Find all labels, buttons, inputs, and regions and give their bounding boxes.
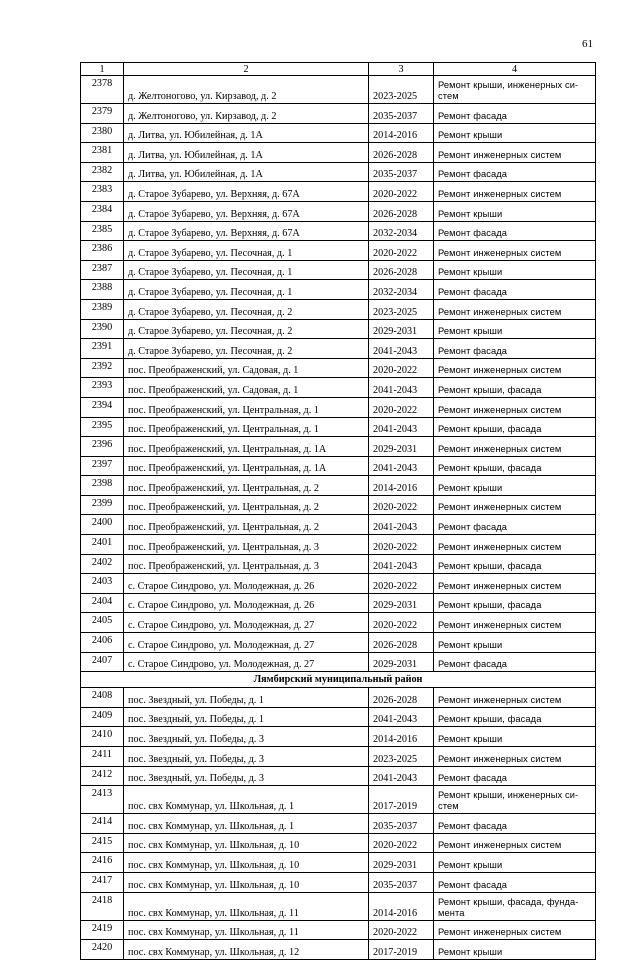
- row-period: 2023-2025: [369, 747, 434, 767]
- row-work-type: Ремонт фасада: [434, 162, 596, 182]
- row-address: д. Литва, ул. Юбилейная, д. 1А: [124, 162, 369, 182]
- row-number: 2380: [81, 123, 124, 143]
- table-row: [81, 162, 596, 182]
- row-period: 2026-2028: [369, 633, 434, 653]
- row-address: пос. Преображенский, ул. Центральная, д. 2: [124, 515, 369, 535]
- row-address: пос. Преображенский, ул. Центральная, д. 3: [124, 554, 369, 574]
- table-row: [81, 593, 596, 613]
- row-address: д. Старое Зубарево, ул. Песочная, д. 1: [124, 241, 369, 261]
- row-work-type: Ремонт инженерных систем: [434, 747, 596, 767]
- row-period: 2014-2016: [369, 892, 434, 920]
- row-period: 2014-2016: [369, 476, 434, 496]
- row-work-type: Ремонт крыши: [434, 319, 596, 339]
- row-number: 2420: [81, 940, 124, 960]
- row-address: пос. свх Коммунар, ул. Школьная, д. 11: [124, 920, 369, 940]
- row-work-type: Ремонт крыши, инженерных си-стем: [434, 76, 596, 104]
- table-row: [81, 920, 596, 940]
- row-number: 2392: [81, 358, 124, 378]
- row-period: 2020-2022: [369, 397, 434, 417]
- row-period: 2020-2022: [369, 241, 434, 261]
- row-period: 2020-2022: [369, 182, 434, 202]
- row-number: 2396: [81, 437, 124, 457]
- row-number: 2404: [81, 593, 124, 613]
- table-row: [81, 613, 596, 633]
- row-period: 2041-2043: [369, 515, 434, 535]
- table-row: [81, 456, 596, 476]
- row-number: 2419: [81, 920, 124, 940]
- table-row: [81, 339, 596, 359]
- table-row: [81, 574, 596, 594]
- row-work-type: Ремонт инженерных систем: [434, 495, 596, 515]
- table-row: [81, 241, 596, 261]
- table-row: [81, 280, 596, 300]
- row-address: д. Старое Зубарево, ул. Верхняя, д. 67А: [124, 201, 369, 221]
- row-period: 2020-2022: [369, 358, 434, 378]
- row-number: 2400: [81, 515, 124, 535]
- row-address: д. Старое Зубарево, ул. Верхняя, д. 67А: [124, 221, 369, 241]
- row-period: 2041-2043: [369, 707, 434, 727]
- row-period: 2026-2028: [369, 143, 434, 163]
- header-cell-address: 2: [124, 63, 369, 76]
- row-period: 2023-2025: [369, 299, 434, 319]
- row-number: 2415: [81, 833, 124, 853]
- row-number: 2409: [81, 707, 124, 727]
- page-number: 61: [582, 38, 593, 50]
- row-number: 2402: [81, 554, 124, 574]
- row-work-type: Ремонт инженерных систем: [434, 688, 596, 708]
- table-row: [81, 76, 596, 104]
- row-work-type: Ремонт фасада: [434, 652, 596, 672]
- row-work-type: Ремонт крыши: [434, 260, 596, 280]
- row-number: 2390: [81, 319, 124, 339]
- row-period: 2026-2028: [369, 688, 434, 708]
- row-address: пос. Преображенский, ул. Центральная, д. 1А: [124, 456, 369, 476]
- table-row: [81, 260, 596, 280]
- row-work-type: Ремонт инженерных систем: [434, 143, 596, 163]
- row-number: 2407: [81, 652, 124, 672]
- row-work-type: Ремонт крыши, инженерных си-стем: [434, 786, 596, 814]
- row-period: 2020-2022: [369, 574, 434, 594]
- row-number: 2408: [81, 688, 124, 708]
- row-period: 2026-2028: [369, 260, 434, 280]
- row-number: 2401: [81, 535, 124, 555]
- table-row: [81, 853, 596, 873]
- row-number: 2379: [81, 104, 124, 124]
- row-number: 2384: [81, 201, 124, 221]
- row-address: с. Старое Синдрово, ул. Молодежная, д. 26: [124, 574, 369, 594]
- row-address: пос. Звездный, ул. Победы, д. 3: [124, 747, 369, 767]
- table-row: [81, 201, 596, 221]
- row-period: 2020-2022: [369, 495, 434, 515]
- section-title: Лямбирский муниципальный район: [81, 672, 596, 688]
- row-address: с. Старое Синдрово, ул. Молодежная, д. 27: [124, 613, 369, 633]
- row-work-type: Ремонт инженерных систем: [434, 182, 596, 202]
- row-period: 2020-2022: [369, 920, 434, 940]
- row-address: д. Старое Зубарево, ул. Песочная, д. 2: [124, 299, 369, 319]
- row-address: пос. Преображенский, ул. Садовая, д. 1: [124, 358, 369, 378]
- row-number: 2388: [81, 280, 124, 300]
- row-period: 2041-2043: [369, 417, 434, 437]
- row-work-type: Ремонт фасада: [434, 766, 596, 786]
- row-work-type: Ремонт крыши, фасада: [434, 554, 596, 574]
- row-number: 2398: [81, 476, 124, 496]
- table-row: [81, 707, 596, 727]
- section-row: [81, 672, 596, 688]
- table-row: [81, 397, 596, 417]
- row-period: 2032-2034: [369, 280, 434, 300]
- row-number: 2389: [81, 299, 124, 319]
- row-number: 2403: [81, 574, 124, 594]
- row-number: 2395: [81, 417, 124, 437]
- table-body: [81, 63, 596, 960]
- row-period: 2041-2043: [369, 554, 434, 574]
- table-row: [81, 688, 596, 708]
- row-number: 2397: [81, 456, 124, 476]
- row-work-type: Ремонт крыши, фасада: [434, 593, 596, 613]
- table-row: [81, 437, 596, 457]
- row-address: д. Старое Зубарево, ул. Песочная, д. 2: [124, 319, 369, 339]
- table-row: [81, 299, 596, 319]
- row-work-type: Ремонт инженерных систем: [434, 535, 596, 555]
- row-work-type: Ремонт крыши: [434, 476, 596, 496]
- row-number: 2387: [81, 260, 124, 280]
- row-address: д. Старое Зубарево, ул. Песочная, д. 1: [124, 260, 369, 280]
- table-row: [81, 378, 596, 398]
- table-row: [81, 814, 596, 834]
- row-work-type: Ремонт инженерных систем: [434, 358, 596, 378]
- table-row: [81, 476, 596, 496]
- row-work-type: Ремонт инженерных систем: [434, 397, 596, 417]
- row-address: пос. свх Коммунар, ул. Школьная, д. 10: [124, 833, 369, 853]
- row-work-type: Ремонт инженерных систем: [434, 613, 596, 633]
- row-period: 2035-2037: [369, 814, 434, 834]
- row-work-type: Ремонт фасада: [434, 814, 596, 834]
- row-number: 2393: [81, 378, 124, 398]
- row-address: пос. свх Коммунар, ул. Школьная, д. 12: [124, 940, 369, 960]
- row-address: д. Старое Зубарево, ул. Песочная, д. 2: [124, 339, 369, 359]
- table-row: [81, 652, 596, 672]
- row-number: 2385: [81, 221, 124, 241]
- table-row: [81, 221, 596, 241]
- row-number: 2386: [81, 241, 124, 261]
- table-row: [81, 872, 596, 892]
- row-period: 2020-2022: [369, 613, 434, 633]
- table-row: [81, 143, 596, 163]
- row-period: 2029-2031: [369, 853, 434, 873]
- row-address: д. Старое Зубарево, ул. Песочная, д. 1: [124, 280, 369, 300]
- row-address: пос. Звездный, ул. Победы, д. 1: [124, 688, 369, 708]
- row-number: 2382: [81, 162, 124, 182]
- header-cell-period: 3: [369, 63, 434, 76]
- row-period: 2014-2016: [369, 727, 434, 747]
- row-work-type: Ремонт крыши, фасада: [434, 417, 596, 437]
- row-number: 2414: [81, 814, 124, 834]
- row-work-type: Ремонт крыши: [434, 727, 596, 747]
- table-row: [81, 417, 596, 437]
- row-number: 2383: [81, 182, 124, 202]
- row-period: 2017-2019: [369, 940, 434, 960]
- row-address: с. Старое Синдрово, ул. Молодежная, д. 27: [124, 633, 369, 653]
- table-row: [81, 319, 596, 339]
- table-row: [81, 358, 596, 378]
- row-address: пос. Преображенский, ул. Центральная, д. 1: [124, 417, 369, 437]
- row-work-type: Ремонт инженерных систем: [434, 574, 596, 594]
- row-address: д. Старое Зубарево, ул. Верхняя, д. 67А: [124, 182, 369, 202]
- row-period: 2029-2031: [369, 593, 434, 613]
- table-row: [81, 786, 596, 814]
- table-row: [81, 495, 596, 515]
- table-row: [81, 766, 596, 786]
- row-address: пос. Звездный, ул. Победы, д. 3: [124, 727, 369, 747]
- table-row: [81, 747, 596, 767]
- table-row: [81, 182, 596, 202]
- row-address: д. Желтоногово, ул. Кирзавод, д. 2: [124, 76, 369, 104]
- row-work-type: Ремонт инженерных систем: [434, 241, 596, 261]
- row-address: пос. Звездный, ул. Победы, д. 1: [124, 707, 369, 727]
- row-number: 2406: [81, 633, 124, 653]
- table-row: [81, 940, 596, 960]
- row-period: 2029-2031: [369, 437, 434, 457]
- row-work-type: Ремонт фасада: [434, 221, 596, 241]
- row-work-type: Ремонт крыши: [434, 201, 596, 221]
- row-address: пос. свх Коммунар, ул. Школьная, д. 1: [124, 786, 369, 814]
- row-work-type: Ремонт крыши, фасада: [434, 456, 596, 476]
- row-number: 2399: [81, 495, 124, 515]
- row-period: 2014-2016: [369, 123, 434, 143]
- row-work-type: Ремонт фасада: [434, 515, 596, 535]
- row-period: 2020-2022: [369, 535, 434, 555]
- row-work-type: Ремонт фасада: [434, 104, 596, 124]
- row-period: 2020-2022: [369, 833, 434, 853]
- table-row: [81, 727, 596, 747]
- row-number: 2412: [81, 766, 124, 786]
- row-period: 2023-2025: [369, 76, 434, 104]
- row-address: пос. Преображенский, ул. Центральная, д. 2: [124, 476, 369, 496]
- row-period: 2041-2043: [369, 339, 434, 359]
- row-period: 2029-2031: [369, 319, 434, 339]
- row-address: д. Литва, ул. Юбилейная, д. 1А: [124, 143, 369, 163]
- row-period: 2035-2037: [369, 162, 434, 182]
- row-address: д. Желтоногово, ул. Кирзавод, д. 2: [124, 104, 369, 124]
- row-period: 2026-2028: [369, 201, 434, 221]
- header-row: [81, 63, 596, 76]
- row-period: 2032-2034: [369, 221, 434, 241]
- row-address: пос. свх Коммунар, ул. Школьная, д. 10: [124, 872, 369, 892]
- row-number: 2411: [81, 747, 124, 767]
- row-work-type: Ремонт крыши: [434, 123, 596, 143]
- row-period: 2017-2019: [369, 786, 434, 814]
- row-period: 2035-2037: [369, 872, 434, 892]
- row-address: пос. свх Коммунар, ул. Школьная, д. 10: [124, 853, 369, 873]
- row-number: 2410: [81, 727, 124, 747]
- header-cell-number: 1: [81, 63, 124, 76]
- row-number: 2417: [81, 872, 124, 892]
- row-address: с. Старое Синдрово, ул. Молодежная, д. 26: [124, 593, 369, 613]
- row-period: 2035-2037: [369, 104, 434, 124]
- row-address: пос. свх Коммунар, ул. Школьная, д. 1: [124, 814, 369, 834]
- row-work-type: Ремонт фасада: [434, 339, 596, 359]
- row-number: 2416: [81, 853, 124, 873]
- row-address: пос. Звездный, ул. Победы, д. 3: [124, 766, 369, 786]
- table-row: [81, 892, 596, 920]
- row-work-type: Ремонт крыши, фасада: [434, 707, 596, 727]
- row-work-type: Ремонт крыши: [434, 940, 596, 960]
- row-address: д. Литва, ул. Юбилейная, д. 1А: [124, 123, 369, 143]
- capital-repair-table: [80, 62, 596, 960]
- header-cell-work: 4: [434, 63, 596, 76]
- table-row: [81, 554, 596, 574]
- row-work-type: Ремонт инженерных систем: [434, 437, 596, 457]
- row-address: пос. свх Коммунар, ул. Школьная, д. 11: [124, 892, 369, 920]
- row-address: пос. Преображенский, ул. Центральная, д. 2: [124, 495, 369, 515]
- row-number: 2381: [81, 143, 124, 163]
- table-row: [81, 104, 596, 124]
- row-number: 2413: [81, 786, 124, 814]
- row-work-type: Ремонт инженерных систем: [434, 833, 596, 853]
- row-address: пос. Преображенский, ул. Центральная, д. 3: [124, 535, 369, 555]
- row-address: пос. Преображенский, ул. Центральная, д. 1А: [124, 437, 369, 457]
- table-row: [81, 833, 596, 853]
- row-work-type: Ремонт крыши, фасада, фунда-мента: [434, 892, 596, 920]
- table-row: [81, 535, 596, 555]
- row-address: пос. Преображенский, ул. Садовая, д. 1: [124, 378, 369, 398]
- table-row: [81, 515, 596, 535]
- row-number: 2391: [81, 339, 124, 359]
- row-period: 2041-2043: [369, 378, 434, 398]
- row-work-type: Ремонт фасада: [434, 872, 596, 892]
- row-work-type: Ремонт крыши: [434, 853, 596, 873]
- row-number: 2378: [81, 76, 124, 104]
- row-work-type: Ремонт инженерных систем: [434, 299, 596, 319]
- row-number: 2394: [81, 397, 124, 417]
- row-period: 2041-2043: [369, 456, 434, 476]
- row-work-type: Ремонт инженерных систем: [434, 920, 596, 940]
- row-number: 2405: [81, 613, 124, 633]
- row-period: 2041-2043: [369, 766, 434, 786]
- table-row: [81, 633, 596, 653]
- row-address: с. Старое Синдрово, ул. Молодежная, д. 27: [124, 652, 369, 672]
- row-address: пос. Преображенский, ул. Центральная, д. 1: [124, 397, 369, 417]
- table-row: [81, 123, 596, 143]
- row-work-type: Ремонт фасада: [434, 280, 596, 300]
- row-work-type: Ремонт крыши, фасада: [434, 378, 596, 398]
- row-number: 2418: [81, 892, 124, 920]
- row-work-type: Ремонт крыши: [434, 633, 596, 653]
- row-period: 2029-2031: [369, 652, 434, 672]
